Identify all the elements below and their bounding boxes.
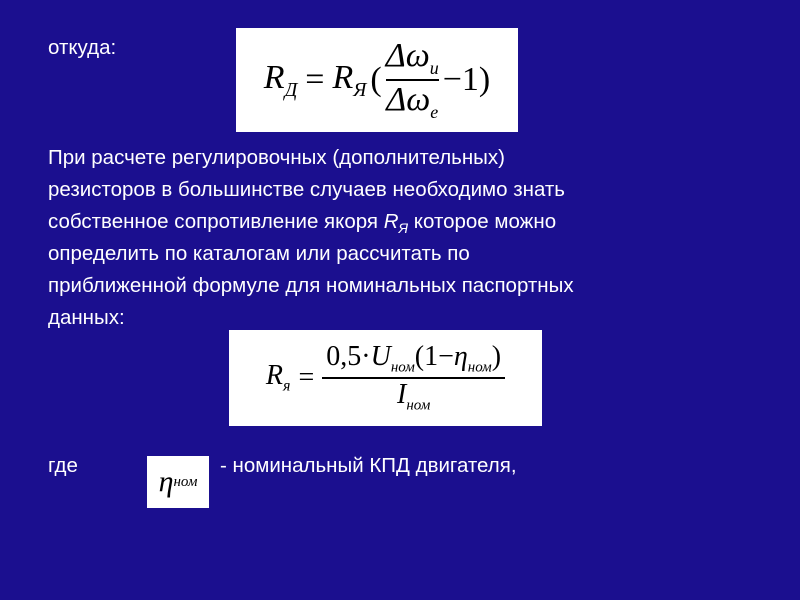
formula1-equals: = [305,61,325,98]
formula2-numerator: $0,5\cdot U_{ном}(1-\eta_{ном})$ [326,341,502,376]
paragraph-line-6: данных: [48,306,125,329]
formula1-fraction [386,37,439,123]
formula2-fraction [322,341,505,414]
formula2-denominator: $I_{ном}$ [397,379,431,414]
where-word: где [48,454,78,477]
formula1-open-paren: ( [370,61,382,98]
lead-word: откуда: [48,36,117,59]
paragraph-line-1: При расчете регулировочных (дополнительных) [48,146,505,169]
paragraph-line-4: определить по каталогам или рассчитать по [48,242,470,265]
eta-subscript: ном [173,473,198,490]
formula1-minus-one: −1) [442,61,491,98]
eta-description: - номинальный КПД двигателя, [220,454,517,477]
formula-rd [236,28,518,132]
formula1-rhs: $R_Я$ [332,58,367,101]
formula2-lhs: $R_я$ [265,360,291,395]
formula2-equals: = [298,362,315,393]
formula1-lhs: $R_Д$ [263,58,298,101]
paragraph-line-3: собственное сопротивление якоря $R_Я$ которое можно [48,210,557,237]
paragraph-line-2: резисторов в большинстве случаев необходимо знать [48,178,565,201]
eta-symbol: η [158,465,174,498]
formula-ra [229,330,542,426]
paragraph-line-5: приближенной формуле для номинальных паспортных [48,274,574,297]
formula1-denominator: $\Delta\omega_е$ [386,81,439,122]
ra-symbol: $R_Я$ [383,210,409,237]
formula1-numerator: $\Delta\omega_и$ [385,37,439,78]
eta-box [147,456,209,508]
